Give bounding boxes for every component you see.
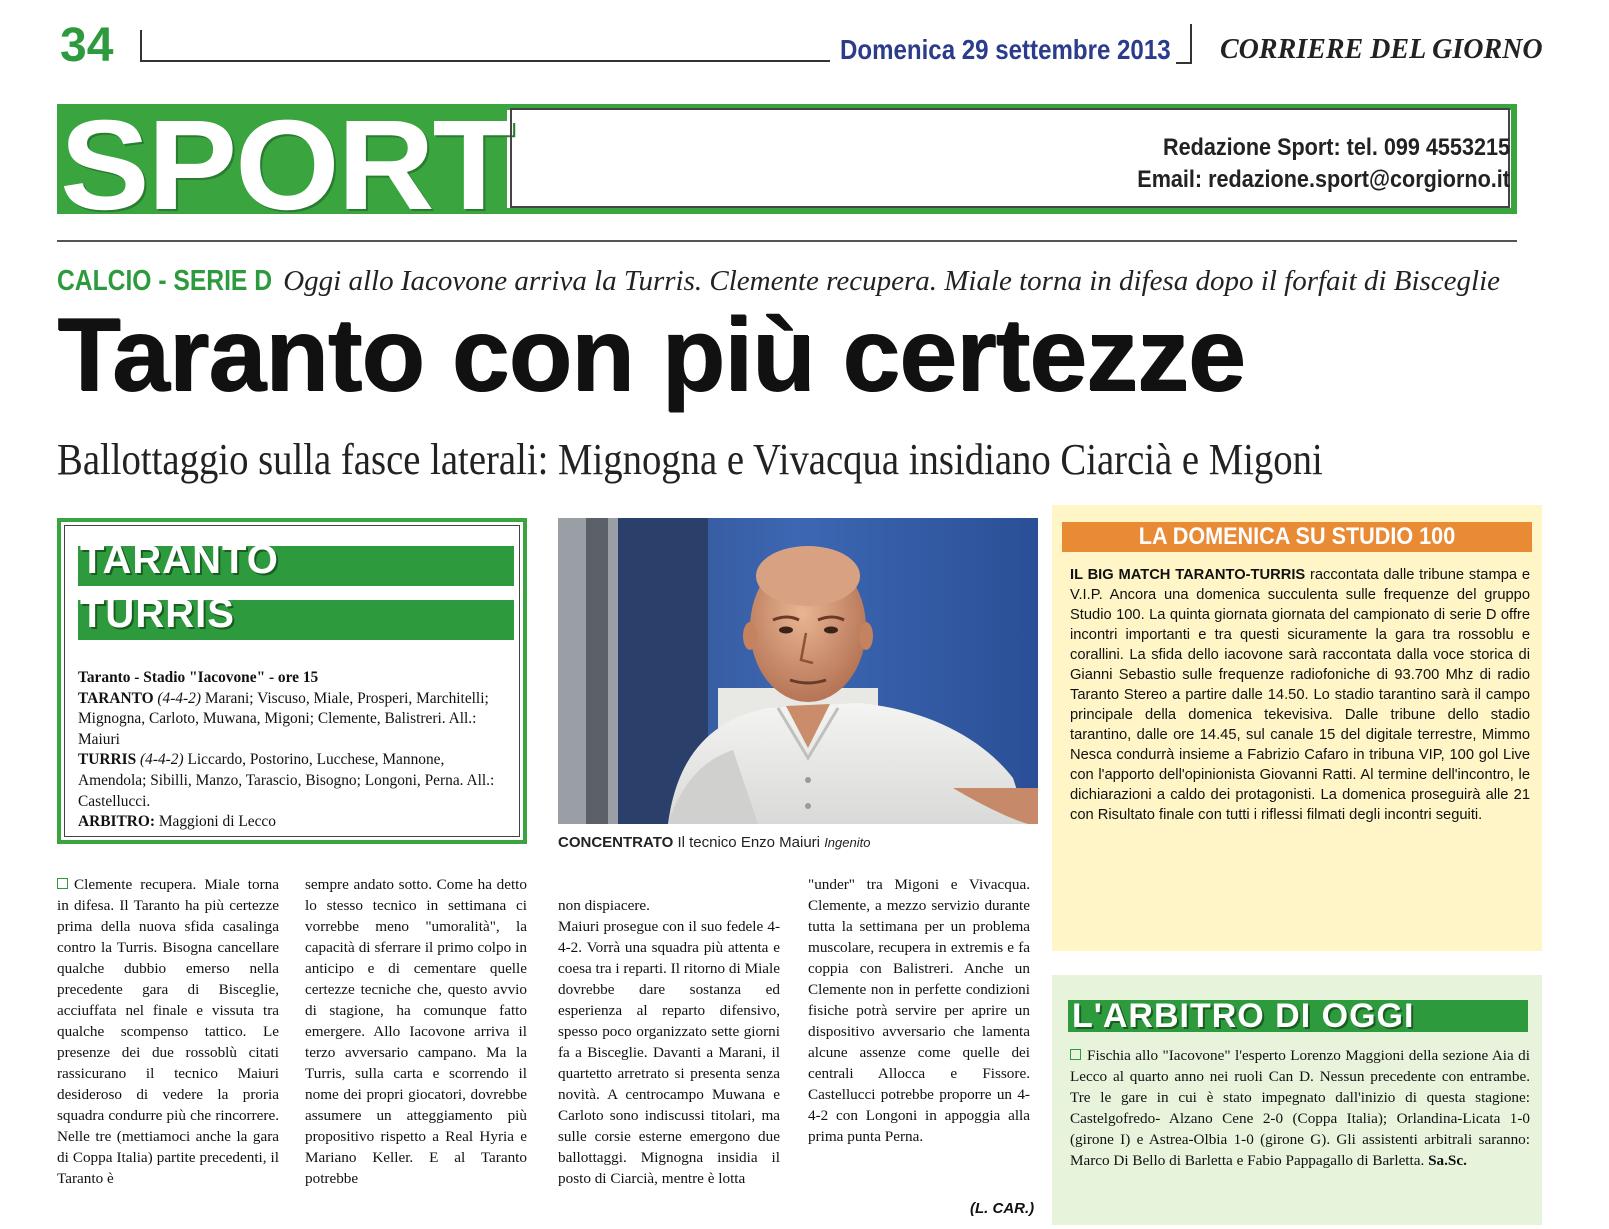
studio100-title: LA DOMENICA SU STUDIO 100 [1138, 523, 1456, 550]
article-column-2 [305, 874, 527, 1189]
kicker-text: Oggi allo Iacovone arriva la Turris. Clemente recupera. Miale torna in difesa dopo il forfait di Bisceglie [283, 265, 1501, 297]
coach-photo-image [558, 518, 1038, 824]
referee-label: ARBITRO: [78, 813, 155, 831]
article-column-1 [57, 874, 279, 1189]
article-column-3 [558, 874, 780, 1210]
column-3-text: non dispiacere. Maiuri prosegue con il suo fedele 4-4-2. Vorrà una squadra più attenta e coesa tra i reparti. Il ritorno di Miale dovrebbe dare sostanza ed esperienza al reparto difensivo, spesso poco organizzato sette giorni fa a Bisceglie. Davanti a Marani, il quartetto arretrato si presenta senza novità. A centrocampo Muwana e Carloto sono indiscussi titolari, ma sulle corsie esterne emergono due ballottaggi. Mignogna insidia il posto di Ciarcià, mentre è lotta [558, 897, 780, 1187]
studio100-body: raccontata dalle tribune stampa e V.I.P. Ancora una domenica succulenta sulle frequenze del gruppo Studio 100. La quinta giornata giornata del campionato di serie D offre incontri importanti e tra questi sicuramente la gara tra rossoblu e corallini. La sfida dello iacovone sarà raccontata dalla voce storica di Gianni Sebastio sulle frequenze radiofoniche di 93.700 Mhz di radio Taranto Stereo a partire dalle 14.50. Lo stadio tarantino sarà il campo principale della domenica tekevisiva. Dalle tribune dello stadio tarantino, dalle ore 14.45, sul canale 15 del digitale terrestre, Mimmo Nesca condurrà insieme a Fabrizio Cafaro in tribuna VIP, 100 gol Live con l'apporto dell'opinionista Giovanni Ratti. Al termine dell'incontro, le dichiarazioni a caldo dei protagonisti. La domenica proseguirà alle 21 con Risultato finale con tutti i riflessi filmati degli incontri seguiti. [1070, 567, 1530, 823]
turris-label: TURRIS [78, 751, 137, 769]
studio100-text [1070, 565, 1530, 825]
turris-lineup: Liccardo, Postorino, Lucchese, Mannone, Amendola; Sibilli, Manzo, Tarascio, Bisogno; Longoni, Perna. All.: Castellucci. [78, 751, 495, 810]
studio100-lead: IL BIG MATCH TARANTO-TURRIS [1070, 567, 1306, 583]
column-2-text: sempre andato sotto. Come ha detto lo stesso tecnico in settimana ci vorrebbe meno "umoralità", la capacità di sferrare il primo colpo in anticipo e di cementare quelle certezze tecniche che, questo avvio di stagione, ha comunque fatto emergere. Allo Iacovone arriva il terzo avversario campano. Ma la Turris, sulla carta e scorrendo il nome dei propri giocatori, dovrebbe assumere un atteggiamento più propositivo rispetto a Real Hyria e Mariano Keller. E al Taranto potrebbe [305, 876, 527, 1187]
referee-title: L'ARBITRO DI OGGI [1072, 997, 1415, 1035]
article-headline: Taranto con più certezze [57, 297, 1245, 413]
article-column-4 [808, 874, 1030, 1147]
header-divider-tick [140, 30, 142, 62]
lineups [78, 668, 510, 833]
article-subhead: Ballottaggio sulla fasce laterali: Mignogna e Vivacqua insidiano Ciarcià e Migoni [57, 435, 1323, 484]
section-title: SPORT [60, 94, 513, 237]
header-rule [140, 60, 830, 62]
issue-date: Domenica 29 settembre 2013 [840, 34, 1171, 65]
article-kicker [57, 265, 1500, 298]
photo-caption [558, 834, 1038, 851]
referee-name: Maggioni di Lecco [158, 813, 276, 831]
article-signature: (L. CAR.) [970, 1200, 1035, 1217]
column-1-text: Clemente recupera. Miale torna in difesa. Il Taranto ha più certezze prima della nuova sfida casalinga contro la Turris. Bisogna cancellare qualche dubbio emerso nella precedente gara di Bisceglie, acciuffata nel finale e vissuta tra qualche scompenso tattico. Le presenze dei due rossoblù citati rassicurano il tecnico Maiuri desideroso di vedere la proria squadra condurre più che rincorrere. Nelle tre (mettiamoci anche la gara di Coppa Italia) partite precedenti, il Taranto è [57, 876, 279, 1187]
caption-text: Il tecnico Enzo Maiuri [677, 834, 821, 851]
date-divider-foot [1176, 62, 1192, 64]
team2-name: TURRIS [80, 592, 235, 636]
caption-label: CONCENTRATO [558, 834, 674, 851]
taranto-label: TARANTO [78, 689, 154, 707]
newspaper-name: CORRIERE DEL GIORNO [1220, 34, 1543, 65]
column-4-text: "under" tra Migoni e Vivacqua. Clemente, a mezzo servizio durante tutta la settimana per un problema muscolare, recupera in extremis e fa coppia con Balistreri. Anche un Clemente non in perfette condizioni fisiche potrà servire per aprire un dispositivo avversario che lamenta alcune assenze come quelle dei centrali Allocca e Fissore. Castellucci potrebbe proporre un 4-4-2 con Longoni in appoggia alla prima punta Perna. [808, 876, 1030, 1145]
kicker-tag: CALCIO - SERIE D [57, 265, 273, 297]
contact-phone: Redazione Sport: tel. 099 4553215 [1163, 134, 1510, 161]
photo-credit: Ingenito [824, 835, 871, 850]
referee-text [1070, 1045, 1530, 1171]
taranto-lineup: Marani; Viscuso, Miale, Prosperi, Marchitelli; Mignogna, Carloto, Muwana, Migoni; Clemente, Balistreri. All.: Maiuri [78, 689, 489, 748]
referee-body: Fischia allo "Iacovone" l'esperto Lorenzo Maggioni della sezione Aia di Lecco al quarto anno nei ruoli Can D. Nessun precedente con entrambe. Tre le gare in cui è stato impegnato dall'inizio di questa stagione: Castelgofredo- Alzano Cene 2-0 (Coppa Italia); Orlandina-Licata 1-0 (girone I) e Astrea-Olbia 1-0 (girone G). Gli assistenti arbitrali saranno: Marco Di Bello di Barletta e Fabio Pappagallo di Barletta. [1070, 1047, 1530, 1169]
bullet-icon [57, 878, 68, 889]
contact-info [1087, 132, 1510, 196]
venue: Taranto - Stadio "Iacovone" - ore 15 [78, 669, 319, 686]
contact-email: Email: redazione.sport@corgiorno.it [1137, 166, 1510, 193]
referee-signature: Sa.Sc. [1428, 1152, 1467, 1169]
coach-photo [558, 518, 1038, 824]
turris-module: (4-4-2) [140, 751, 184, 769]
team1-name: TARANTO [80, 538, 279, 582]
date-divider [1190, 24, 1192, 64]
section-rule [57, 240, 1517, 242]
page-number: 34 [60, 19, 114, 72]
taranto-module: (4-4-2) [157, 689, 201, 707]
bullet-icon [1070, 1049, 1081, 1060]
